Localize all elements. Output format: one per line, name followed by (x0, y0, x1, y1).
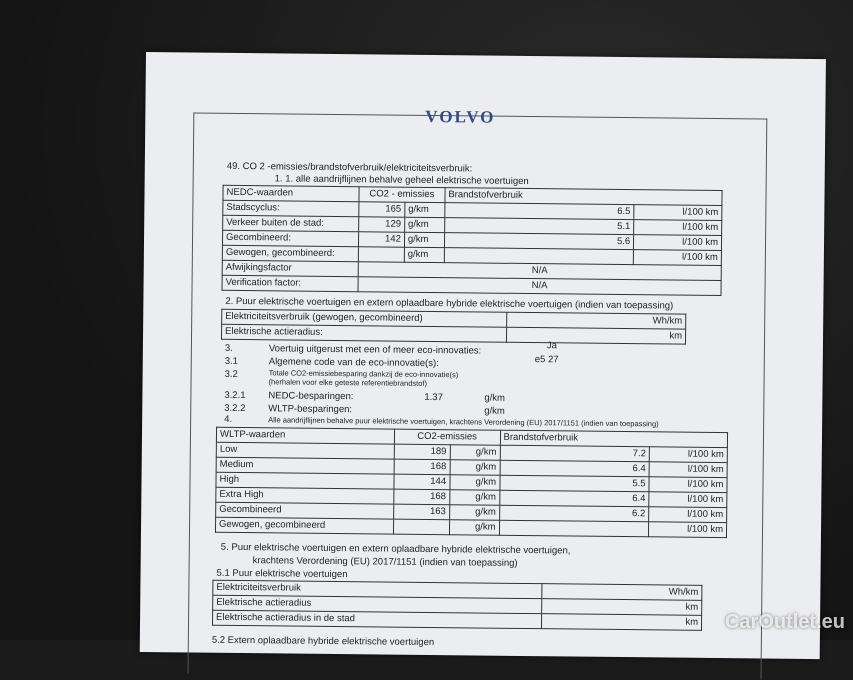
verification-value: N/A (358, 277, 721, 296)
section-5-table (212, 580, 702, 631)
item-value: 1.37 (424, 391, 443, 404)
row-label: High (216, 472, 394, 489)
brand-logo: VOLVO (425, 106, 496, 127)
item-number: 3.2 (224, 368, 238, 380)
row-label: Gecombineerd (216, 502, 394, 519)
wltp-header-label: WLTP-waarden (216, 427, 394, 444)
fuel-value: 7.2 (500, 445, 650, 462)
row-label: Afwijkingsfactor (222, 260, 358, 276)
row-label: Verification factor: (222, 275, 358, 291)
item-unit: g/km (484, 405, 505, 417)
wltp-header-fuel: Brandstofverbruik (500, 430, 728, 447)
item-text: Alle aandrijflijnen behalve puur elektrische voertuigen, krachtens Verordening (EU) 2017/1151 (indien van toepassing) (268, 415, 659, 429)
item-unit: g/km (484, 392, 506, 404)
co2-unit: g/km (405, 202, 445, 217)
fuel-value: 6.5 (445, 203, 634, 220)
item-number: 3. (224, 342, 233, 354)
row-label: Gecombineerd: (222, 230, 358, 246)
item-text: Voertuig uitgerust met een of meer eco-innovaties: (268, 343, 482, 357)
subsection-1-1: 1. 1. alle aandrijflijnen behalve geheel elektrische voertuigen (274, 173, 529, 188)
row-label: Elektrische actieradius (213, 595, 543, 613)
unit: km (542, 599, 702, 616)
fuel-unit: l/100 km (634, 235, 722, 251)
wltp-header-co2: CO2-emissies (394, 429, 500, 445)
item-number: 3.2.2 (224, 402, 246, 415)
item-text: Algemene code van de eco-innovatie(s): (268, 356, 439, 370)
nedc-header-label: NEDC-waarden (223, 185, 359, 201)
co2-value (393, 519, 449, 535)
watermark: CarOutlet.eu (724, 611, 845, 633)
unit: km (506, 327, 686, 344)
section-heading: 49. CO 2 -emissies/brandstofverbruik/elektriciteitsverbruik: (226, 160, 473, 175)
section-2-table (221, 309, 686, 345)
co2-value: 189 (394, 444, 450, 460)
co2-unit: g/km (449, 520, 499, 536)
item-value: e5 27 (534, 354, 559, 366)
fuel-unit: l/100 km (649, 462, 727, 478)
row-label: Elektrische actieradius in de stad (213, 610, 543, 628)
nedc-header-co2: CO2 - emissies (359, 187, 445, 203)
subsection-5-2: 5.2 Extern oplaadbare hybride elektrische voertuigen (211, 634, 435, 649)
fuel-unit: l/100 km (649, 492, 727, 508)
item-number: 4. (224, 413, 233, 425)
co2-unit: g/km (450, 460, 500, 476)
item-text: Totale CO2-emissiebesparing dankzij de eco-innovatie(s) (268, 368, 459, 380)
co2-unit: g/km (450, 475, 500, 491)
row-label: Elektriciteitsverbruik (gewogen, gecombineerd) (222, 309, 507, 327)
wltp-table (215, 427, 728, 538)
section-2-title: 2. Puur elektrische voertuigen en extern oplaadbare hybride elektrische voertuigen (indien van toepassing) (225, 295, 674, 312)
fuel-value (499, 520, 649, 537)
subsection-5-1: 5.1 Puur elektrische voertuigen (216, 567, 348, 581)
item-text: NEDC-besparingen: (268, 390, 354, 403)
co2-value: 144 (394, 474, 450, 490)
co2-unit: g/km (449, 490, 499, 506)
co2-value: 165 (359, 202, 405, 217)
row-label: Gewogen, gecombineerd (215, 517, 393, 534)
fuel-unit: l/100 km (649, 477, 727, 493)
item-number: 3.1 (224, 355, 239, 367)
fuel-unit: l/100 km (649, 522, 727, 538)
co2-unit: g/km (449, 505, 499, 521)
fuel-unit: l/100 km (649, 507, 727, 523)
row-label: Gewogen, gecombineerd: (222, 245, 358, 261)
co2-value (358, 247, 404, 262)
fuel-unit: l/100 km (634, 220, 722, 236)
row-label: Elektriciteitsverbruik (213, 580, 543, 598)
nedc-header-fuel: Brandstofverbruik (445, 188, 722, 206)
fuel-value: 6.2 (499, 505, 649, 522)
fuel-value: 6.4 (500, 460, 650, 477)
fuel-value: 5.5 (499, 475, 649, 492)
fuel-value: 5.6 (444, 233, 633, 250)
co2-unit: g/km (404, 247, 444, 262)
section-5-title: 5. Puur elektrische voertuigen en extern oplaadbare hybride elektrische voertuigen, (220, 541, 571, 557)
item-number: 3.2.1 (224, 389, 246, 402)
row-label: Elektrische actieradius: (221, 324, 506, 342)
document-sheet (140, 52, 826, 659)
fuel-unit: l/100 km (649, 447, 727, 463)
co2-value: 168 (394, 489, 450, 505)
co2-value: 129 (359, 217, 405, 232)
co2-value: 142 (358, 232, 404, 247)
fuel-unit: l/100 km (634, 205, 722, 221)
row-label: Extra High (216, 487, 394, 504)
co2-unit: g/km (404, 217, 444, 232)
item-text: WLTP-besparingen: (268, 403, 353, 416)
section-5-subtitle: krachtens Verordening (EU) 2017/1151 (indien van toepassing) (252, 555, 518, 569)
row-label: Verkeer buiten de stad: (223, 215, 359, 231)
co2-value: 163 (393, 504, 449, 520)
item-text: (herhalen voor elke geteste referentiebrandstof) (268, 377, 428, 388)
unit: Wh/km (542, 584, 702, 601)
row-label: Low (216, 442, 394, 459)
row-label: Stadscyclus: (223, 200, 359, 216)
row-label: Medium (216, 457, 394, 474)
item-value: Ja (546, 340, 558, 352)
co2-value: 168 (394, 459, 450, 475)
fuel-value: 5.1 (444, 218, 633, 235)
fuel-value: 6.4 (499, 490, 649, 507)
co2-unit: g/km (404, 232, 444, 247)
unit: Wh/km (506, 312, 686, 329)
co2-unit: g/km (450, 445, 500, 461)
nedc-table (222, 185, 723, 296)
fuel-unit: l/100 km (633, 250, 721, 266)
unit: km (542, 614, 702, 631)
afwijking-value: N/A (358, 262, 721, 281)
